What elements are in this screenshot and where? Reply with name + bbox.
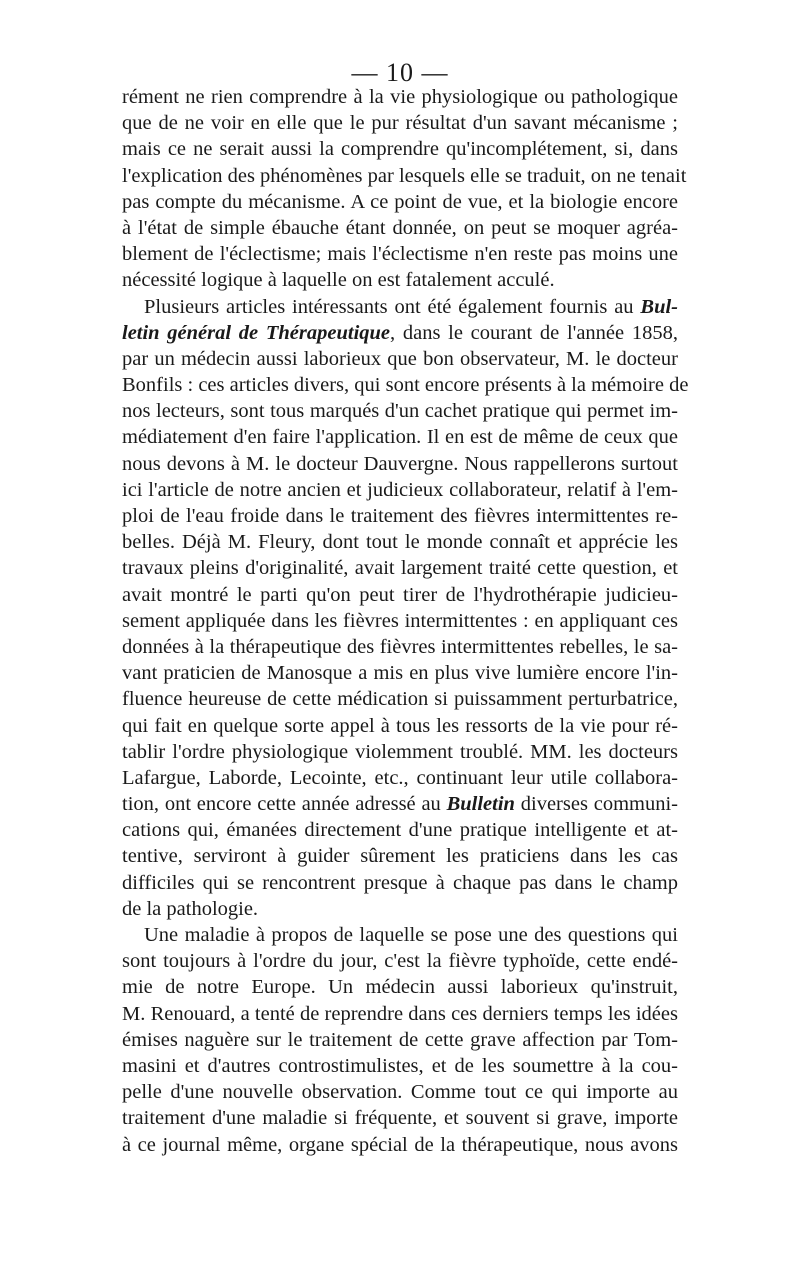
text-line (122, 346, 678, 372)
italic-text-span: Bulletin (446, 793, 515, 816)
text-line (122, 267, 678, 293)
text-line (122, 660, 678, 686)
text-span: de la pathologie. (122, 897, 259, 920)
text-span: médiatement d'en faire l'application. Il en est de même de ceux que (122, 426, 678, 449)
text-span: ploi de l'eau froide dans le traitement des fièvres intermittentes re- (122, 505, 678, 527)
text-span: à l'état de simple ébauche étant donnée, on peut se moquer agréa- (122, 216, 678, 239)
text-span: Bonfils : ces articles divers, qui sont encore présents à la mémoire de (122, 374, 689, 397)
text-line (122, 870, 678, 896)
text-span: émises naguère sur le traitement de cette grave affection par Tom- (122, 1028, 678, 1051)
text-span: Une maladie à propos de laquelle se pose une des questions qui (144, 924, 678, 946)
text-span: fluence heureuse de cette médication si puissamment perturbatrice, (122, 688, 678, 711)
text-line (122, 110, 678, 136)
text-span: à ce journal même, organe spécial de la thérapeutique, nous avons (122, 1133, 678, 1156)
text-line (122, 582, 678, 608)
text-line (122, 163, 687, 189)
text-line (122, 136, 678, 162)
page-number: — 10 — (351, 58, 449, 87)
text-line (122, 765, 678, 791)
text-line (122, 686, 678, 712)
text-span: l'explication des phénomènes par lesquels elle se traduit, on ne tenait (122, 164, 687, 187)
text-span: blement de l'éclectisme; mais l'éclectisme n'en reste pas moins une (122, 243, 678, 266)
text-span: cations qui, émanées directement d'une pratique intelligente et at- (122, 819, 678, 842)
text-span: difficiles qui se rencontrent presque à chaque pas dans le champ (122, 871, 678, 894)
text-line (122, 1053, 678, 1079)
text-line (122, 1001, 678, 1027)
text-line (122, 372, 689, 398)
text-span: belles. Déjà M. Fleury, dont tout le monde connaît et apprécie les (122, 531, 678, 554)
text-span: pelle d'une nouvelle observation. Comme tout ce qui importe au (122, 1081, 678, 1104)
text-line (122, 843, 678, 869)
text-span: nos lecteurs, sont tous marqués d'un cachet pratique qui permet im- (122, 400, 678, 423)
text-span: nécessité logique à laquelle on est fatalement acculé. (122, 269, 555, 292)
text-line (122, 529, 678, 555)
text-span: diverses communi- (514, 793, 678, 816)
text-span: , dans le courant de l'année 1858, (390, 321, 678, 344)
text-line (122, 634, 678, 660)
text-line (122, 320, 678, 346)
text-span: mais ce ne serait aussi la comprendre qu'incomplétement, si, dans (122, 138, 678, 161)
text-span: par un médecin aussi laborieux que bon observateur, M. le docteur (122, 347, 678, 370)
text-line (122, 817, 678, 843)
text-span: vant praticien de Manosque a mis en plus vive lumière encore l'in- (122, 662, 678, 685)
text-span: travaux pleins d'originalité, avait largement traité cette question, et (122, 557, 678, 580)
text-line (122, 608, 678, 634)
text-line (122, 294, 678, 320)
text-line (122, 398, 678, 424)
text-span: Plusieurs articles intéressants ont été également fournis au (144, 295, 641, 318)
text-span: qui fait en quelque sorte appel à tous les ressorts de la vie pour ré- (122, 714, 678, 737)
text-line (122, 739, 678, 765)
text-span: tion, ont encore cette année adressé au (122, 793, 447, 816)
text-line (122, 241, 678, 267)
text-line (122, 922, 678, 948)
text-line (122, 1027, 678, 1053)
text-span: que de ne voir en elle que le pur résultat d'un savant mécanisme ; (122, 112, 678, 135)
text-line (122, 974, 678, 1000)
text-line (122, 713, 678, 739)
text-span: tablir l'ordre physiologique violemment troublé. MM. les docteurs (122, 740, 678, 763)
text-line (122, 948, 678, 974)
text-line (122, 477, 678, 503)
text-line (122, 424, 678, 450)
text-span: nous devons à M. le docteur Dauvergne. Nous rappellerons surtout (122, 452, 678, 475)
text-line (122, 896, 678, 922)
body-text (122, 84, 689, 1158)
text-line (122, 555, 678, 581)
text-line (122, 451, 678, 477)
text-span: masini et d'autres controstimulistes, et de les soumettre à la cou- (122, 1054, 678, 1077)
text-line (122, 84, 678, 110)
text-line (122, 791, 678, 817)
text-line (122, 503, 678, 529)
italic-text-span: letin général de Thérapeutique (122, 321, 391, 344)
text-line (122, 1105, 678, 1131)
text-line (122, 189, 678, 215)
text-span: Lafargue, Laborde, Lecointe, etc., continuant leur utile collabora- (122, 766, 678, 789)
text-span: sont toujours à l'ordre du jour, c'est la fièvre typhoïde, cette endé- (122, 950, 678, 973)
text-line (122, 215, 678, 241)
text-line (122, 1079, 678, 1105)
text-span: M. Renouard, a tenté de reprendre dans ces derniers temps les idées (122, 1002, 678, 1025)
text-span: ici l'article de notre ancien et judicieux collaborateur, relatif à l'em- (122, 478, 678, 501)
text-span: sement appliquée dans les fièvres intermittentes : en appliquant ces (122, 609, 678, 632)
italic-text-span: Bul- (640, 295, 678, 318)
text-span: tentive, serviront à guider sûrement les praticiens dans les cas (122, 845, 678, 868)
text-span: traitement d'une maladie si fréquente, et souvent si grave, importe (122, 1107, 678, 1130)
text-span: données à la thérapeutique des fièvres intermittentes rebelles, le sa- (122, 635, 678, 658)
text-line (122, 1132, 678, 1158)
text-span: rément ne rien comprendre à la vie physiologique ou pathologique (122, 86, 678, 108)
text-span: mie de notre Europe. Un médecin aussi laborieux qu'instruit, (122, 976, 678, 999)
text-span: avait montré le parti qu'on peut tirer de l'hydrothérapie judicieu- (122, 583, 678, 606)
text-span: pas compte du mécanisme. A ce point de vue, et la biologie encore (122, 190, 678, 213)
